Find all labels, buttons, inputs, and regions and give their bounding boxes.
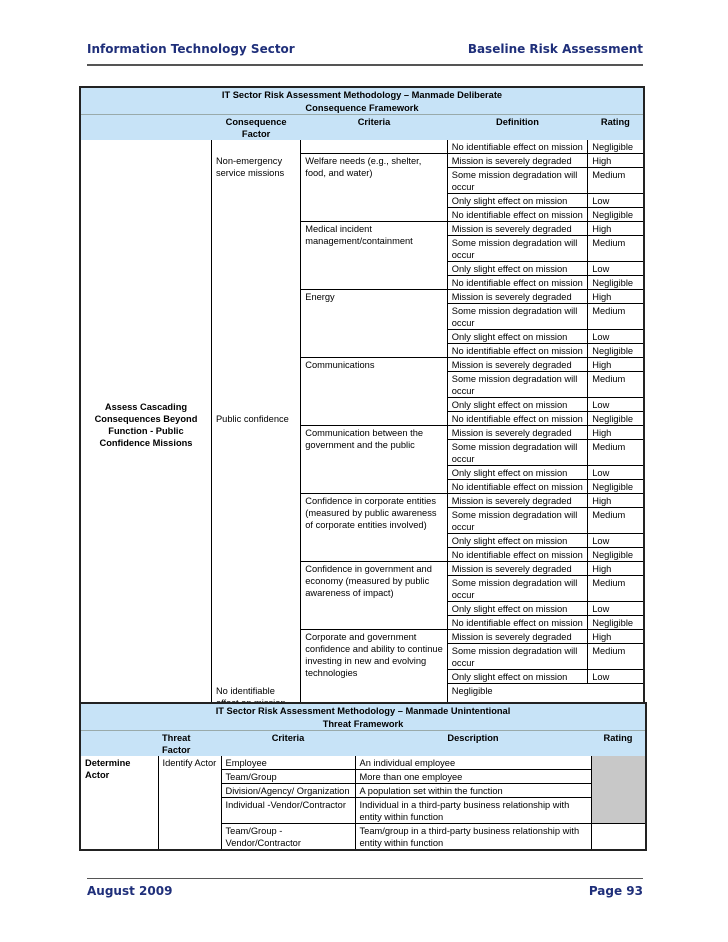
table1-subtitle: Consequence Framework: [80, 101, 644, 115]
page-number: Page 93: [588, 884, 643, 898]
rating-cell: High: [588, 630, 644, 644]
rating-cell: Low: [588, 534, 644, 548]
criteria-cell: Employee: [221, 756, 355, 770]
rating-cell: High: [588, 426, 644, 440]
rating-cell: Low: [588, 670, 644, 684]
rating-cell: Medium: [588, 236, 644, 262]
rating-cell: High: [588, 358, 644, 372]
header-consequence-factor: Consequence Factor: [211, 115, 300, 141]
rating-cell: Low: [588, 602, 644, 616]
definition-cell: Some mission degradation will occur: [447, 236, 587, 262]
definition-cell: Mission is severely degraded: [447, 358, 587, 372]
definition-cell: Mission is severely degraded: [447, 154, 587, 168]
header-rule: [87, 64, 643, 66]
footer-date: August 2009: [87, 884, 173, 898]
rating-cell: Low: [588, 194, 644, 208]
criteria-cell: Energy: [301, 290, 448, 358]
rating-cell: Medium: [588, 440, 644, 466]
table2-title: IT Sector Risk Assessment Methodology – Manmade Unintentional: [80, 703, 646, 717]
definition-cell: No identifiable effect on mission: [447, 480, 587, 494]
definition-cell: Some mission degradation will occur: [447, 372, 587, 398]
criteria-cell: Team/Group - Vendor/Contractor: [221, 824, 355, 851]
rating-cell: Medium: [588, 576, 644, 602]
rating-cell: Low: [588, 330, 644, 344]
criteria-cell: Individual -Vendor/Contractor: [221, 798, 355, 824]
criteria-cell: Confidence in government and economy (measured by public awareness of impact): [301, 562, 448, 630]
definition-cell: Some mission degradation will occur: [447, 644, 587, 670]
description-cell: More than one employee: [355, 770, 591, 784]
header-document-title: Baseline Risk Assessment: [467, 42, 643, 56]
header-criteria: Criteria: [301, 115, 448, 141]
header-rating: Rating: [591, 731, 646, 757]
definition-cell: Only slight effect on mission: [447, 330, 587, 344]
header-description: Description: [355, 731, 591, 757]
rating-cell: Negligible: [588, 412, 644, 426]
definition-cell: Only slight effect on mission: [447, 194, 587, 208]
definition-cell: Mission is severely degraded: [447, 290, 587, 304]
consequence-factor-cell: [211, 140, 300, 154]
definition-cell: Only slight effect on mission: [447, 534, 587, 548]
rating-cell: Medium: [588, 168, 644, 194]
rating-cell: Negligible: [588, 140, 644, 154]
definition-cell: Only slight effect on mission: [447, 466, 587, 480]
definition-cell: Some mission degradation will occur: [447, 304, 587, 330]
definition-cell: Only slight effect on mission: [447, 670, 587, 684]
definition-cell: No identifiable effect on mission: [447, 344, 587, 358]
table1-title: IT Sector Risk Assessment Methodology – Manmade Deliberate: [80, 87, 644, 101]
definition-cell: No identifiable effect on mission: [447, 276, 587, 290]
threat-factor-cell: Identify Actor: [158, 756, 221, 850]
rating-cell: [591, 824, 646, 851]
definition-cell: Some mission degradation will occur: [447, 440, 587, 466]
definition-cell: Mission is severely degraded: [447, 222, 587, 236]
rating-cell: Low: [588, 398, 644, 412]
rating-cell: Negligible: [588, 344, 644, 358]
criteria-cell: Division/Agency/ Organization: [221, 784, 355, 798]
consequence-factor-cell: Non-emergency service missions: [211, 154, 300, 412]
criteria-cell: Welfare needs (e.g., shelter, food, and water): [301, 154, 448, 222]
description-cell: An individual employee: [355, 756, 591, 770]
rating-cell: Medium: [588, 304, 644, 330]
definition-cell: No identifiable effect on mission: [447, 548, 587, 562]
header-criteria: Criteria: [221, 731, 355, 757]
rating-cell: Medium: [588, 644, 644, 670]
criteria-cell: Communication between the government and the public: [301, 426, 448, 494]
rating-cell: Negligible: [588, 480, 644, 494]
definition-cell: Only slight effect on mission: [447, 602, 587, 616]
rating-cell: High: [588, 154, 644, 168]
consequence-framework-table: [79, 86, 645, 711]
rating-cell: Medium: [588, 508, 644, 534]
rating-cell: High: [588, 222, 644, 236]
rating-cell: Negligible: [588, 548, 644, 562]
rating-cell: Negligible: [447, 684, 587, 710]
criteria-cell: Corporate and government confidence and ability to continue investing in new and evolving technologies: [301, 630, 448, 710]
header-function: [80, 731, 158, 757]
rating-cell: Negligible: [588, 208, 644, 222]
function-cell: Determine Actor: [80, 756, 158, 850]
definition-cell: Some mission degradation will occur: [447, 508, 587, 534]
definition-cell: Mission is severely degraded: [447, 630, 587, 644]
rating-cell: Medium: [588, 372, 644, 398]
function-cell: Assess Cascading Consequences Beyond Function - Public Confidence Missions: [80, 140, 211, 710]
definition-cell: Mission is severely degraded: [447, 494, 587, 508]
definition-cell: Some mission degradation will occur: [447, 576, 587, 602]
rating-cell: Low: [588, 262, 644, 276]
threat-framework-table: [79, 702, 647, 851]
definition-cell: Mission is severely degraded: [447, 562, 587, 576]
criteria-cell: Communications: [301, 358, 448, 426]
definition-cell: Some mission degradation will occur: [447, 168, 587, 194]
header-definition: Definition: [447, 115, 587, 141]
definition-cell: Only slight effect on mission: [447, 398, 587, 412]
definition-cell: No identifiable effect on mission: [447, 412, 587, 426]
rating-cell: [591, 756, 646, 824]
definition-cell: No identifiable effect on mission: [447, 140, 587, 154]
rating-cell: Negligible: [588, 276, 644, 290]
table2-subtitle: Threat Framework: [80, 717, 646, 731]
definition-cell: No identifiable effect on mission: [447, 208, 587, 222]
definition-cell: Only slight effect on mission: [447, 262, 587, 276]
definition-cell: No identifiable: [211, 684, 300, 710]
header-function: [80, 115, 211, 141]
rating-cell: Negligible: [588, 616, 644, 630]
header-rating: Rating: [588, 115, 644, 141]
description-cell: A population set within the function: [355, 784, 591, 798]
definition-cell: No identifiable effect on mission: [447, 616, 587, 630]
definition-cell: Mission is severely degraded: [447, 426, 587, 440]
rating-cell: High: [588, 290, 644, 304]
header-sector: Information Technology Sector: [87, 42, 295, 56]
rating-cell: High: [588, 562, 644, 576]
rating-cell: Low: [588, 466, 644, 480]
footer-rule: [87, 878, 643, 879]
description-cell: Team/group in a third-party business relationship with entity within function: [355, 824, 591, 851]
criteria-cell: Medical incident management/containment: [301, 222, 448, 290]
criteria-cell: Confidence in corporate entities (measured by public awareness of corporate entities involved): [301, 494, 448, 562]
consequence-factor-cell: Public confidence: [211, 412, 300, 684]
criteria-cell: Team/Group: [221, 770, 355, 784]
rating-cell: High: [588, 494, 644, 508]
criteria-cell: [301, 140, 448, 154]
description-cell: Individual in a third-party business relationship with entity within function: [355, 798, 591, 824]
header-threat-factor: Threat Factor: [158, 731, 221, 757]
